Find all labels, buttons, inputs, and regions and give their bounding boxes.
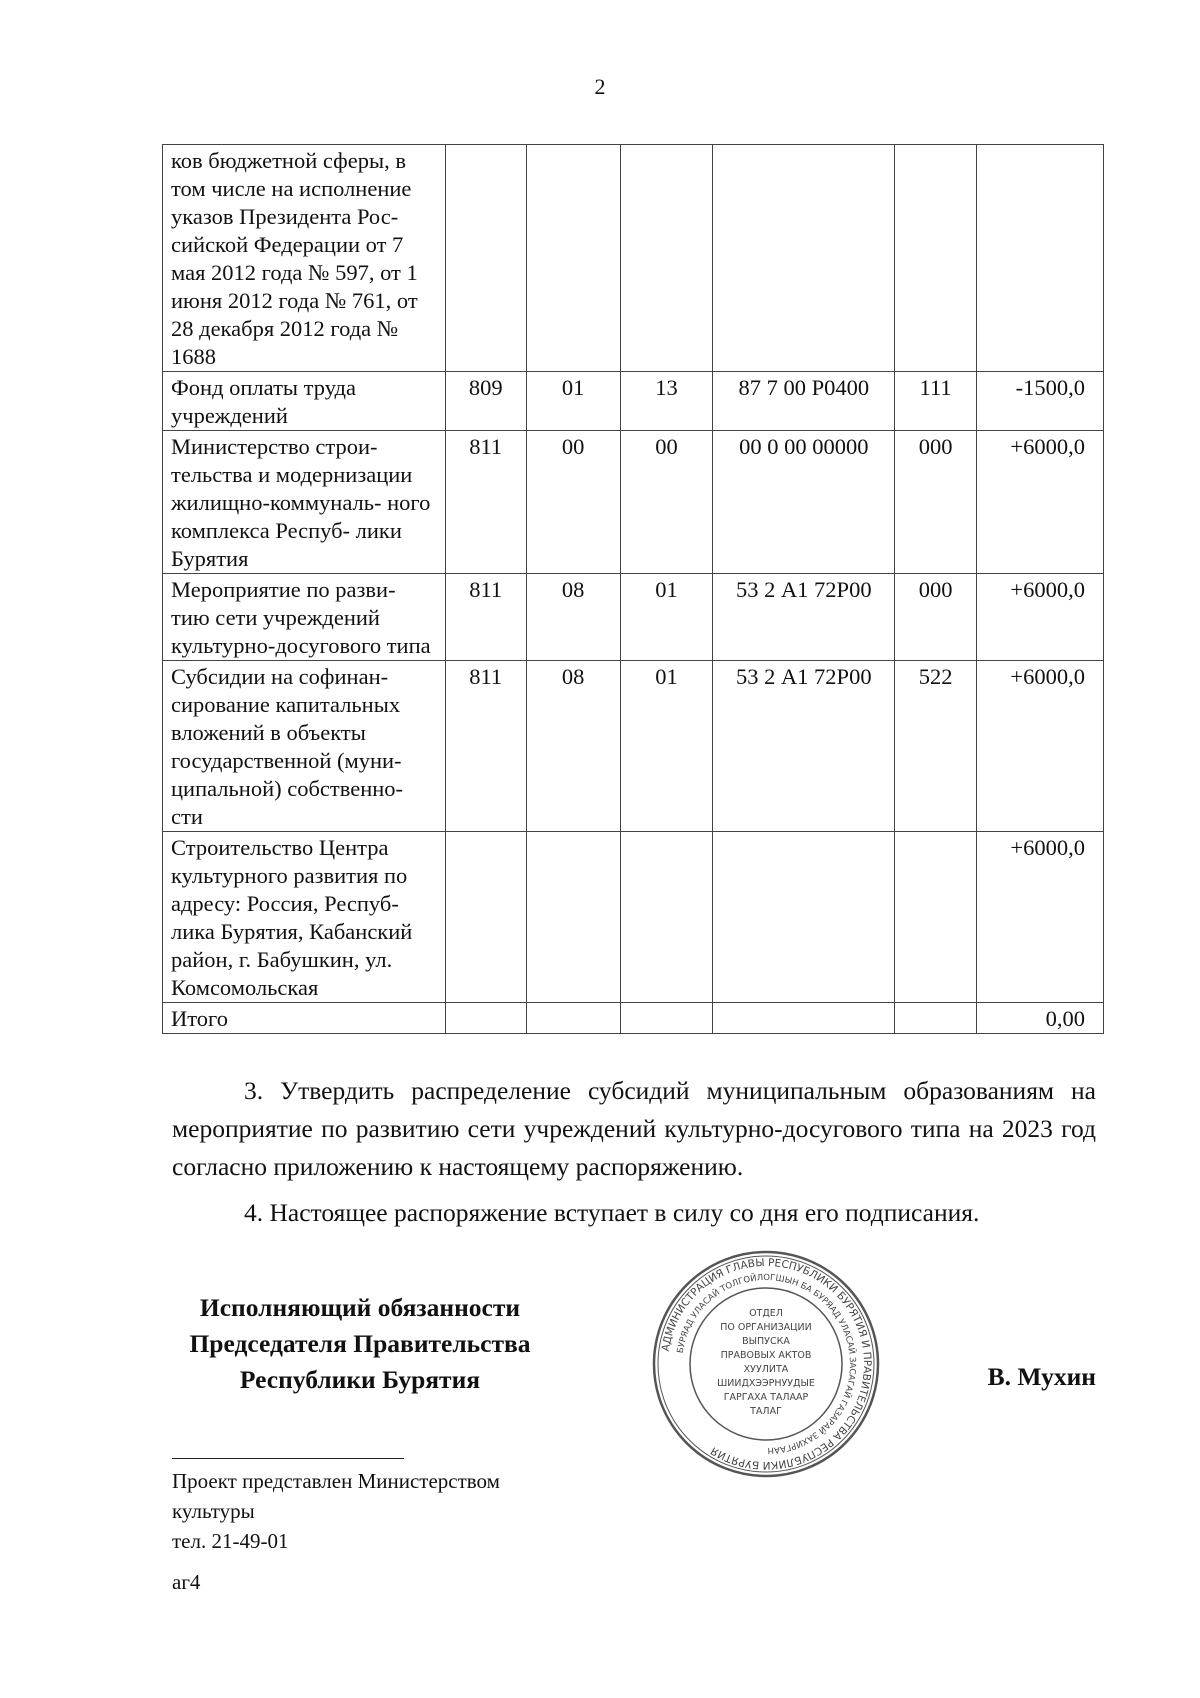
seal-outer-text: АДМИНИСТРАЦИЯ ГЛАВЫ РЕСПУБЛИКИ БУРЯТИЯ И ПРАВИТЕЛЬСТВА РЕСПУБЛИКИ БУРЯТИЯ [659,1256,874,1472]
table-cell-pr [620,1003,713,1034]
table-cell-csr: 53 2 А1 72Р00 [713,661,895,832]
paragraph-4: 4. Настоящее распоряжение вступает в силу со дня его подписания. [244,1198,980,1227]
table-cell-gr [445,145,526,372]
table-cell-sum: +6000,0 [977,431,1104,574]
signer-title-line: Исполняющий обязанности [199,1293,521,1322]
signer-title [150,1290,570,1398]
table-cell-rz [526,1003,620,1034]
table-cell-rz [526,832,620,1003]
table-cell-rz: 08 [526,574,620,661]
table-cell-pr: 13 [620,372,713,431]
table-row [163,832,1104,1003]
table-cell-gr: 809 [445,372,526,431]
page-number: 2 [594,74,606,99]
table-cell-csr: 87 7 00 Р0400 [713,372,895,431]
table-cell-name: Строительство Центра культурного развития по адресу: Россия, Респуб- лика Бурятия, Кабанский район, г. Бабушкин, ул. Комсомольская [163,832,446,1003]
table-row [163,145,1104,372]
signer-title-line: Республики Бурятия [239,1365,481,1394]
paragraph-3: 3. Утвердить распределение субсидий муниципальным образованиям на мероприятие по развитию сети учреждений культурно-досугового типа на 2023 год согласно приложению к настоящему распоряжению. [172,1076,1096,1181]
signer-name: В. Мухин [987,1362,1096,1391]
table-cell-pr: 00 [620,431,713,574]
table-cell-gr [445,832,526,1003]
table-cell-pr [620,832,713,1003]
table-cell-vr: 000 [895,431,977,574]
seal-line: ШИИДХЭЭРНУУДЫЕ [717,1378,815,1389]
table-cell-gr: 811 [445,661,526,832]
table-cell-vr: 000 [895,574,977,661]
table-cell-sum: -1500,0 [977,372,1104,431]
official-seal [648,1246,884,1482]
table-cell-rz: 01 [526,372,620,431]
footnote-line: культуры [172,1499,255,1523]
table-cell-name: Министерство строи- тельства и модернизации жилищно-коммуналь- ного комплекса Респуб- лики Бурятия [163,431,446,574]
table-cell-csr: 00 0 00 00000 [713,431,895,574]
table-row [163,372,1104,431]
budget-table [162,144,1104,1034]
table-cell-vr [895,145,977,372]
table-cell-gr [445,1003,526,1034]
table-cell-csr [713,145,895,372]
table-cell-name: Мероприятие по разви- тию сети учреждений культурно-досугового типа [163,574,446,661]
seal-line: ГАРГАХА ТАЛААР [723,1392,809,1403]
table-cell-pr: 01 [620,661,713,832]
table-row [163,1003,1104,1034]
table-cell-rz [526,145,620,372]
table-cell-sum: +6000,0 [977,832,1104,1003]
budget-table-body [163,145,1104,1034]
table-cell-sum: +6000,0 [977,574,1104,661]
seal-line: ПО ОРГАНИЗАЦИИ [720,1322,812,1333]
table-cell-vr: 522 [895,661,977,832]
table-cell-csr [713,1003,895,1034]
seal-line: ПРАВОВЫХ АКТОВ [720,1350,812,1361]
footnote [172,1466,592,1556]
table-cell-sum: +6000,0 [977,661,1104,832]
table-cell-gr: 811 [445,574,526,661]
table-cell-vr [895,1003,977,1034]
table-cell-vr [895,832,977,1003]
footnote-line: Проект представлен Министерством [172,1469,500,1493]
table-cell-name: ков бюджетной сферы, в том числе на исполнение указов Президента Рос- сийской Федерации от 7 мая 2012 года № 597, от 1 июня 2012 года № 761, от 28 декабря 2012 года № 1688 [163,145,446,372]
seal-inner-text: БУРЯАД УЛАСАЙ ТОЛГОЙЛОГШЫН БА БУРЯАД УЛАСАЙ ЗАСАГАЙ ГАЗАРАЙ ЗАХИРГААН [675,1272,858,1456]
table-cell-vr: 111 [895,372,977,431]
seal-line: ХУУЛИТА [743,1364,789,1375]
table-cell-rz: 08 [526,661,620,832]
document-code: аг4 [172,1570,201,1594]
seal-line: ТАЛАГ [750,1406,782,1417]
table-cell-sum: 0,00 [977,1003,1104,1034]
table-row [163,661,1104,832]
table-cell-pr: 01 [620,574,713,661]
seal-line: ОТДЕЛ [749,1308,783,1319]
table-row [163,431,1104,574]
table-cell-sum [977,145,1104,372]
signer-title-line: Председателя Правительства [189,1329,531,1358]
seal-line: ВЫПУСКА [742,1336,790,1347]
table-cell-rz: 00 [526,431,620,574]
table-cell-name: Итого [163,1003,446,1034]
table-row [163,574,1104,661]
footnote-line: тел. 21-49-01 [172,1529,289,1553]
table-cell-gr: 811 [445,431,526,574]
table-cell-name: Субсидии на софинан- сирование капитальных вложений в объекты государственной (муни- ципальной) собственно- сти [163,661,446,832]
table-cell-csr [713,832,895,1003]
table-cell-name: Фонд оплаты труда учреждений [163,372,446,431]
table-cell-csr: 53 2 А1 72Р00 [713,574,895,661]
footnote-divider [172,1458,404,1459]
table-cell-pr [620,145,713,372]
